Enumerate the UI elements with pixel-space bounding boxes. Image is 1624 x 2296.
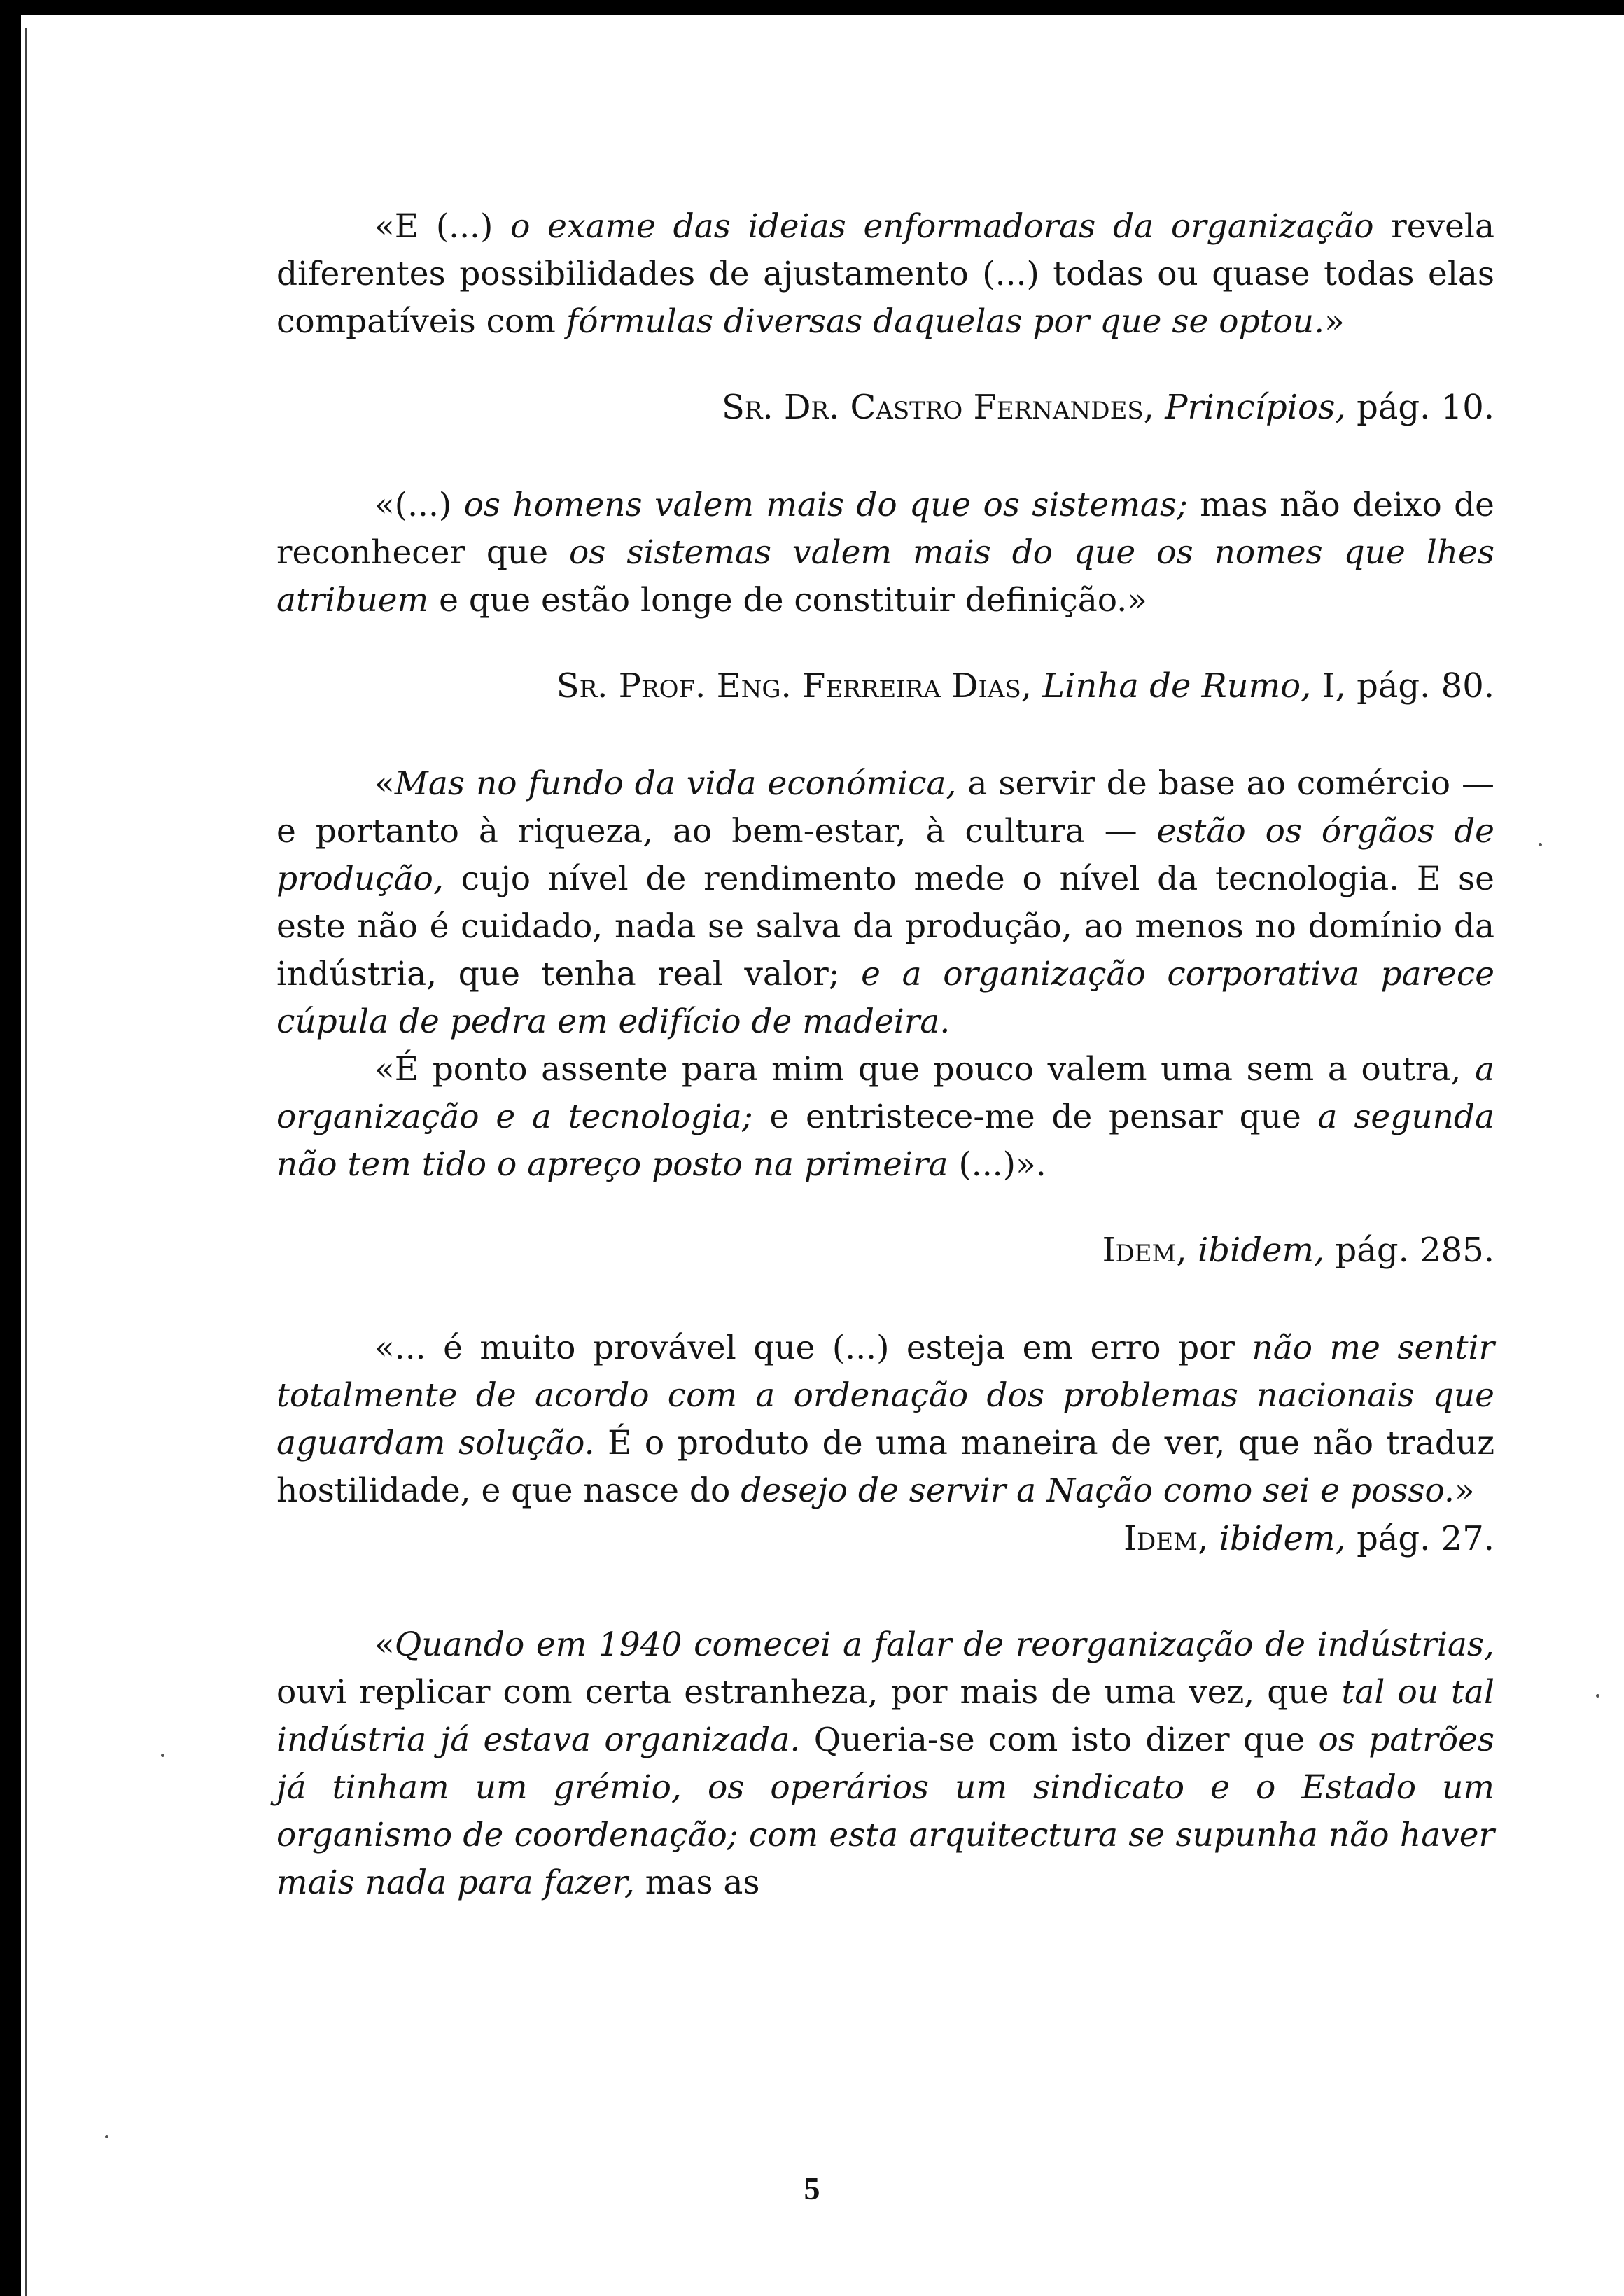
quote-text-italic: a segunda não tem tido o apreço posto na primeira	[276, 1098, 1494, 1184]
quote-text: «E (...)	[374, 207, 511, 246]
quote-text-italic: os homens valem mais do que os sistemas;	[463, 486, 1188, 524]
quote-text-italic: estão os órgãos de produção,	[276, 812, 1494, 898]
quote-text-italic: a organização e a tecnologia;	[276, 1050, 1494, 1136]
quote-text: mas não deixo de reconhecer que	[276, 486, 1494, 572]
quote-text: »	[1454, 1471, 1475, 1510]
page-body	[276, 203, 1494, 1907]
quote-source	[276, 662, 1494, 710]
source-work: ibidem,	[1197, 1231, 1325, 1270]
quote-paragraph	[276, 482, 1494, 624]
scan-border-top	[0, 0, 1624, 15]
quote-text: e que estão longe de constituir definição.»	[428, 581, 1147, 620]
page-number: 5	[804, 2171, 820, 2206]
quote-text: e entristece-me de pensar que	[752, 1098, 1318, 1136]
scan-speck	[1596, 1694, 1600, 1698]
quote-text-italic: Mas no fundo da vida económica,	[394, 764, 957, 803]
source-page: pág. 27.	[1345, 1519, 1494, 1558]
quote-paragraph	[276, 203, 1494, 346]
source-work: Princípios,	[1165, 388, 1346, 427]
quote-text: cujo nível de rendimento mede o nível da tecnologia. E se este não é cuidado, nada se salva da produção, ao menos no domínio da indústria, que tenha real valor;	[276, 860, 1494, 993]
scan-border-left-line	[25, 28, 27, 2296]
quote-text-italic: desejo de servir a Nação como sei e posso.	[741, 1471, 1455, 1510]
source-author: Sr. Prof. Eng. Ferreira Dias,	[556, 666, 1043, 706]
quote-text: revela diferentes possibilidades de ajustamento (...) todas ou quase todas elas compatíveis com	[276, 207, 1494, 341]
source-work: ibidem,	[1219, 1519, 1346, 1558]
quote-text-italic: o exame das ideias enformadoras da organização	[510, 207, 1374, 246]
quote-text: Queria-se com isto dizer que	[800, 1721, 1319, 1759]
scan-speck	[105, 2135, 108, 2138]
quote-paragraph	[276, 1324, 1494, 1515]
quote-source	[276, 1515, 1494, 1562]
quote-text-italic: os patrões já tinham um grémio, os operários um sindicato e o Estado um organismo de coordenação; com esta arquitectura se supunha não haver mais nada para fazer,	[276, 1721, 1494, 1902]
quote-text-italic: e a organização corporativa parece cúpula de pedra em edifício de madeira.	[276, 955, 1495, 1041]
quote-text-italic: fórmulas diversas daquelas por que se optou.	[566, 302, 1325, 341]
quote-text: «É ponto assente para mim que pouco valem uma sem a outra,	[374, 1050, 1475, 1088]
quote-text: «	[374, 1625, 395, 1664]
quote-text: «... é muito provável que (...) esteja em erro por	[374, 1329, 1252, 1367]
quote-text-italic: não me sentir totalmente de acordo com a ordenação dos problemas nacionais que aguardam solução.	[276, 1329, 1494, 1462]
quote-paragraph	[276, 760, 1494, 1046]
quote-paragraph	[276, 1621, 1494, 1907]
source-page: pág. 10.	[1345, 388, 1494, 427]
source-work: Linha de Rumo,	[1042, 666, 1312, 706]
quote-paragraph	[276, 1046, 1494, 1189]
source-author: Idem,	[1124, 1519, 1219, 1558]
quote-text: »	[1324, 302, 1345, 341]
source-author: Idem,	[1102, 1231, 1198, 1270]
quote-text: ouvi replicar com certa estranheza, por mais de uma vez, que	[276, 1673, 1342, 1712]
quote-text: «	[374, 764, 395, 803]
source-page: pág. 285.	[1324, 1231, 1494, 1270]
source-page: I, pág. 80.	[1311, 666, 1494, 706]
quote-text-italic: tal ou tal indústria já estava organizada.	[276, 1673, 1494, 1759]
quote-text-italic: os sistemas valem mais do que os nomes que lhes atribuem	[276, 533, 1494, 620]
scan-speck	[161, 1754, 164, 1757]
quote-text: «(...)	[374, 486, 464, 524]
quote-text: É o produto de uma maneira de ver, que não traduz hostilidade, e que nasce do	[276, 1424, 1494, 1510]
source-author: Sr. Dr. Castro Fernandes,	[721, 388, 1166, 427]
scan-border-left	[0, 0, 21, 2296]
quote-text: a servir de base ao comércio — e portanto à riqueza, ao bem-estar, à cultura —	[276, 764, 1495, 850]
quote-text: mas as	[634, 1863, 760, 1902]
quote-text-italic: Quando em 1940 comecei a falar de reorganização de indústrias,	[394, 1625, 1494, 1664]
quote-text: (...)».	[948, 1145, 1046, 1184]
quote-source	[276, 384, 1494, 431]
scan-speck	[1539, 843, 1542, 846]
quote-source	[276, 1226, 1494, 1274]
